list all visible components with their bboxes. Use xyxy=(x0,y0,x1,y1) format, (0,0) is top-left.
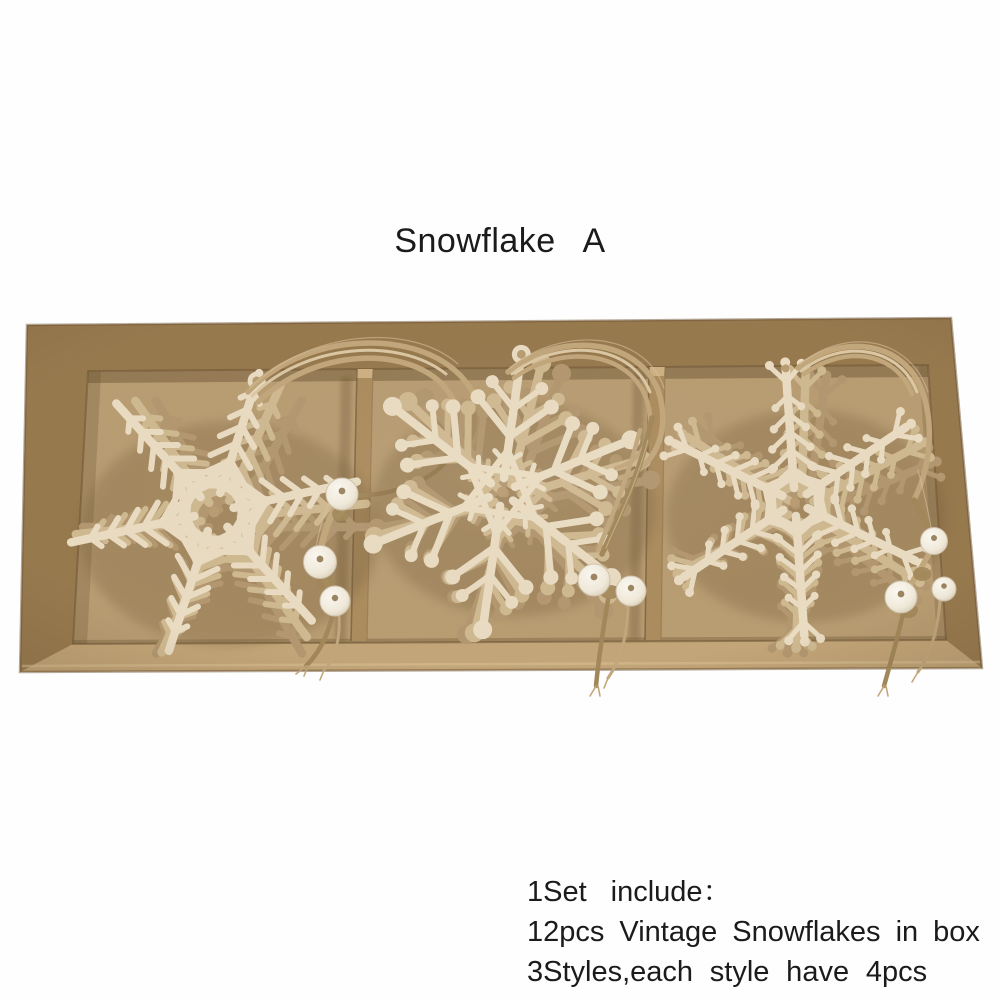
product-description xyxy=(527,872,980,992)
description-line-2: 12pcs Vintage Snowflakes in box xyxy=(527,916,980,948)
description-line-3: 3Styles,each style have 4pcs xyxy=(527,956,928,988)
product-title: Snowflake A xyxy=(394,222,606,260)
box-vignette xyxy=(20,318,982,672)
description-line-1: 1Set include： xyxy=(527,876,732,908)
